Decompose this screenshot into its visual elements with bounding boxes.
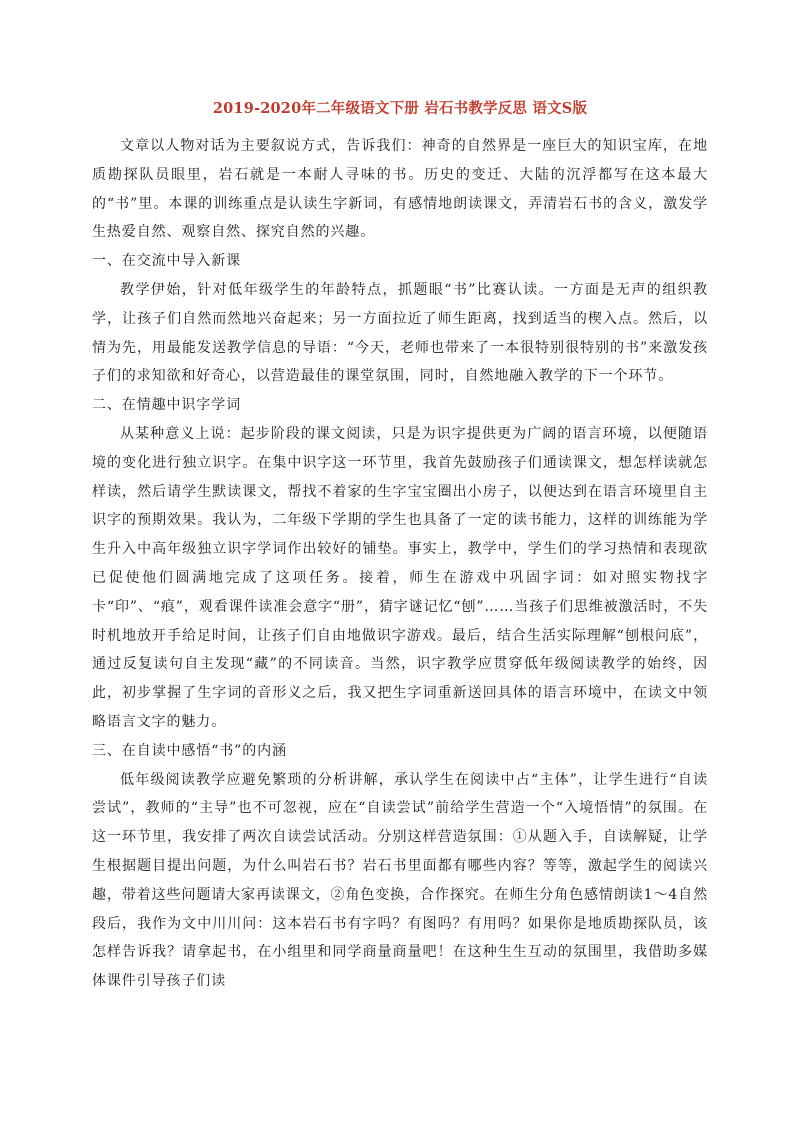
section-heading: 二、在情趣中识字学词 <box>92 397 241 414</box>
section-heading: 三、在自读中感悟“书”的内涵 <box>92 742 287 759</box>
section-3 <box>92 737 708 996</box>
section-2 <box>92 391 708 737</box>
document-title: 2019-2020年二年级语文下册 岩石书教学反思 语文S版 <box>212 100 588 117</box>
section-paragraph: 教学伊始，针对低年级学生的年龄特点，抓题眼“书”比赛认读。一方面是无声的组织教学，让孩子们自然而然地兴奋起来；另一方面拉近了师生距离，找到适当的楔入点。然后，以情为先，用最能发送教学信息的导语：“今天，老师也带来了一本很特别很特别的书”来激发孩子们的求知欲和好奇心，以营造最佳的课堂氛围，同时，自然地融入教学的下一个环节。 <box>92 281 708 385</box>
section-1 <box>92 247 708 391</box>
document-page <box>92 98 708 996</box>
section-paragraph: 从某种意义上说：起步阶段的课文阅读，只是为识字提供更为广阔的语言环境，以便随语境的变化进行独立识字。在集中识字这一环节里，我首先鼓励孩子们通读课文，想怎样读就怎样读，然后请学生默读课文，帮找不着家的生字宝宝圈出小房子，以便达到在语言环境里自主识字的预期效果。我认为，二年级下学期的学生也具备了一定的读书能力，这样的训练能为学生升入中高年级独立识字学词作出较好的铺垫。事实上，教学中，学生们的学习热情和表现欲已促使他们圆满地完成了这项任务。接着，师生在游戏中巩固字词：如对照实物找字卡“印”、“痕”，观看课件读准会意字“册”，猜字谜记忆“刨”……当孩子们思维被激活时，不失时机地放开手给足时间，让孩子们自由地做识字游戏。最后，结合生活实际理解“刨根问底”，通过反复读句自主发现“藏”的不同读音。当然，识字教学应贯穿低年级阅读教学的始终，因此，初步掌握了生字词的音形义之后，我又把生字词重新送回具体的语言环境中，在读文中领略语言文字的魅力。 <box>92 425 708 730</box>
intro-paragraph: 文章以人物对话为主要叙说方式，告诉我们：神奇的自然界是一座巨大的知识宝库，在地质勘探队员眼里，岩石就是一本耐人寻味的书。历史的变迁、大陆的沉浮都写在这本最大的“书”里。本课的训练重点是认读生字新词，有感情地朗读课文，弄清岩石书的含义，激发学生热爱自然、观察自然、探究自然的兴趣。 <box>92 138 708 241</box>
section-paragraph: 低年级阅读教学应避免繁琐的分析讲解，承认学生在阅读中占“主体”，让学生进行“自读尝试”，教师的“主导”也不可忽视，应在“自读尝试”前给学生营造一个“入境悟情”的氛围。在这一环节里，我安排了两次自读尝试活动。分别这样营造氛围：①从题入手，自读解疑，让学生根据题目提出问题，为什么叫岩石书？岩石书里面都有哪些内容？等等，激起学生的阅读兴趣，带着这些问题请大家再读课文，②角色变换，合作探究。在师生分角色感情朗读1～4自然段后，我作为文中川川问：这本岩石书有字吗？有图吗？有用吗？如果你是地质勘探队员，该怎样告诉我？请拿起书，在小组里和同学商量商量吧！在这种生生互动的氛围里，我借助多媒体课件引导孩子们读 <box>92 771 708 990</box>
section-heading: 一、在交流中导入新课 <box>92 253 241 270</box>
